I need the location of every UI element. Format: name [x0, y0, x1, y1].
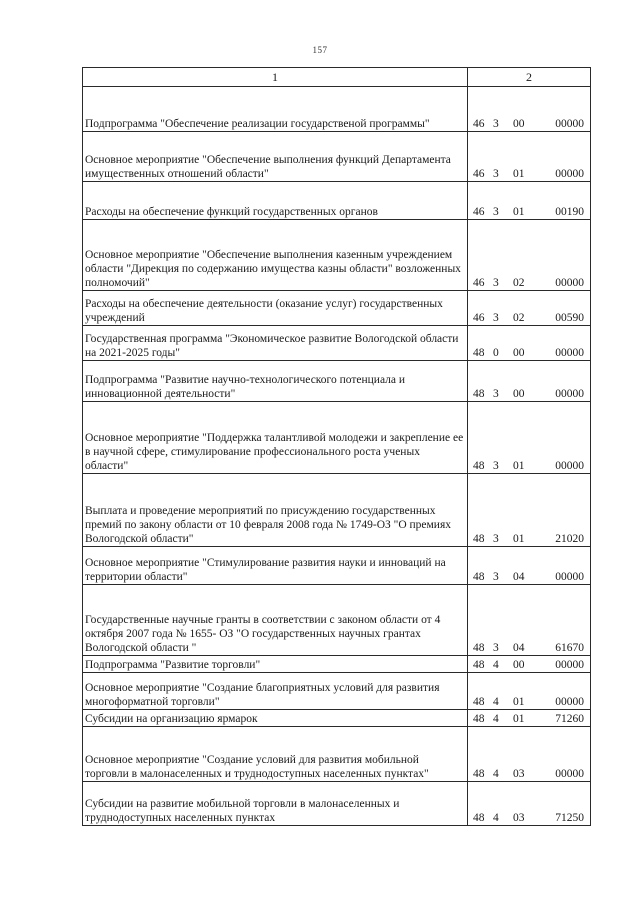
code-direction: 61670	[555, 642, 584, 654]
row-name: Субсидии на развитие мобильной торговли в малонаселенных и труднодоступных населенных пунктах	[83, 782, 468, 826]
code-program: 48	[473, 347, 485, 359]
code-program: 46	[473, 206, 485, 218]
code-event: 03	[513, 768, 525, 780]
row-code	[468, 182, 591, 220]
row-name: Основное мероприятие "Поддержка талантливой молодежи и закрепление ее в научной сфере, стимулирование профессионального роста ученых области"	[83, 402, 468, 474]
code-subprogram: 3	[493, 312, 499, 324]
code-subprogram: 3	[493, 571, 499, 583]
code-subprogram: 4	[493, 659, 499, 671]
code-event: 01	[513, 713, 525, 725]
code-event: 00	[513, 388, 525, 400]
code-program: 48	[473, 388, 485, 400]
row-name: Подпрограмма "Обеспечение реализации государственой программы"	[83, 87, 468, 132]
code-program: 46	[473, 118, 485, 130]
code-subprogram: 3	[493, 277, 499, 289]
code-direction: 71250	[555, 812, 584, 824]
code-subprogram: 3	[493, 206, 499, 218]
code-direction: 71260	[555, 713, 584, 725]
budget-classification-table	[82, 67, 591, 826]
code-program: 48	[473, 533, 485, 545]
row-code	[468, 132, 591, 182]
code-subprogram: 4	[493, 812, 499, 824]
code-direction: 00000	[555, 768, 584, 780]
page-number: 157	[312, 45, 328, 55]
row-code	[468, 326, 591, 361]
code-program: 48	[473, 713, 485, 725]
row-code	[468, 782, 591, 826]
row-name: Подпрограмма "Развитие научно-технологического потенциала и инновационной деятельности"	[83, 361, 468, 402]
code-program: 48	[473, 768, 485, 780]
row-name: Подпрограмма "Развитие торговли"	[83, 656, 468, 673]
code-event: 04	[513, 642, 525, 654]
table-header-row	[83, 68, 591, 87]
table-row	[83, 710, 591, 727]
table-row	[83, 673, 591, 710]
table-row	[83, 220, 591, 291]
row-name: Основное мероприятие "Создание условий для развития мобильной торговли в малонаселенных и труднодоступных населенных пунктах"	[83, 727, 468, 782]
code-direction: 00000	[555, 388, 584, 400]
code-program: 46	[473, 168, 485, 180]
code-event: 01	[513, 696, 525, 708]
code-event: 02	[513, 277, 525, 289]
code-subprogram: 3	[493, 460, 499, 472]
row-code	[468, 585, 591, 656]
code-subprogram: 4	[493, 768, 499, 780]
code-direction: 00000	[555, 277, 584, 289]
code-event: 01	[513, 460, 525, 472]
code-direction: 00000	[555, 460, 584, 472]
table-row	[83, 132, 591, 182]
code-direction: 00000	[555, 571, 584, 583]
code-program: 48	[473, 460, 485, 472]
code-event: 04	[513, 571, 525, 583]
code-direction: 00000	[555, 347, 584, 359]
row-name: Государственные научные гранты в соответствии с законом области от 4 октября 2007 года № 1655- ОЗ "О государственных научных грантах Вологодской области "	[83, 585, 468, 656]
row-code	[468, 547, 591, 585]
code-event: 01	[513, 206, 525, 218]
table-row	[83, 326, 591, 361]
row-code	[468, 474, 591, 547]
row-code	[468, 710, 591, 727]
code-subprogram: 3	[493, 533, 499, 545]
row-code	[468, 727, 591, 782]
table-row	[83, 291, 591, 326]
code-subprogram: 0	[493, 347, 499, 359]
code-direction: 21020	[555, 533, 584, 545]
row-name: Основное мероприятие "Обеспечение выполнения функций Департамента имущественных отношений области"	[83, 132, 468, 182]
table-row	[83, 585, 591, 656]
row-name: Основное мероприятие "Стимулирование развития науки и инноваций на территории области"	[83, 547, 468, 585]
row-name: Выплата и проведение мероприятий по присуждению государственных премий по закону области от 10 февраля 2008 года № 1749-ОЗ "О премиях Вологодской области"	[83, 474, 468, 547]
row-name: Расходы на обеспечение функций государственных органов	[83, 182, 468, 220]
table-row	[83, 656, 591, 673]
row-name: Субсидии на организацию ярмарок	[83, 710, 468, 727]
table-row	[83, 402, 591, 474]
code-direction: 00000	[555, 118, 584, 130]
table-row	[83, 182, 591, 220]
table-row	[83, 727, 591, 782]
code-event: 01	[513, 168, 525, 180]
column-header-code: 2	[468, 68, 591, 87]
code-event: 00	[513, 659, 525, 671]
table-row	[83, 87, 591, 132]
table-row	[83, 361, 591, 402]
row-code	[468, 220, 591, 291]
code-event: 00	[513, 118, 525, 130]
code-direction: 00000	[555, 659, 584, 671]
code-subprogram: 3	[493, 642, 499, 654]
code-subprogram: 4	[493, 713, 499, 725]
row-code	[468, 673, 591, 710]
code-program: 48	[473, 659, 485, 671]
code-subprogram: 3	[493, 118, 499, 130]
row-code	[468, 87, 591, 132]
code-event: 02	[513, 312, 525, 324]
code-program: 48	[473, 812, 485, 824]
code-program: 48	[473, 642, 485, 654]
code-subprogram: 4	[493, 696, 499, 708]
table-row	[83, 474, 591, 547]
row-code	[468, 656, 591, 673]
row-code	[468, 291, 591, 326]
row-code	[468, 402, 591, 474]
code-event: 03	[513, 812, 525, 824]
row-name: Основное мероприятие "Обеспечение выполнения казенным учреждением области "Дирекция по содержанию имущества казны области" возложенных полномочий"	[83, 220, 468, 291]
row-code	[468, 361, 591, 402]
code-subprogram: 3	[493, 388, 499, 400]
code-program: 48	[473, 696, 485, 708]
code-program: 48	[473, 571, 485, 583]
code-program: 46	[473, 312, 485, 324]
code-direction: 00590	[555, 312, 584, 324]
code-subprogram: 3	[493, 168, 499, 180]
row-name: Основное мероприятие "Создание благоприятных условий для развития многоформатной торговли"	[83, 673, 468, 710]
row-name: Расходы на обеспечение деятельности (оказание услуг) государственных учреждений	[83, 291, 468, 326]
row-name: Государственная программа "Экономическое развитие Вологодской области на 2021-2025 годы"	[83, 326, 468, 361]
code-direction: 00000	[555, 168, 584, 180]
table-row	[83, 782, 591, 826]
column-header-name: 1	[83, 68, 468, 87]
code-direction: 00000	[555, 696, 584, 708]
table-row	[83, 547, 591, 585]
code-direction: 00190	[555, 206, 584, 218]
code-event: 00	[513, 347, 525, 359]
code-program: 46	[473, 277, 485, 289]
code-event: 01	[513, 533, 525, 545]
